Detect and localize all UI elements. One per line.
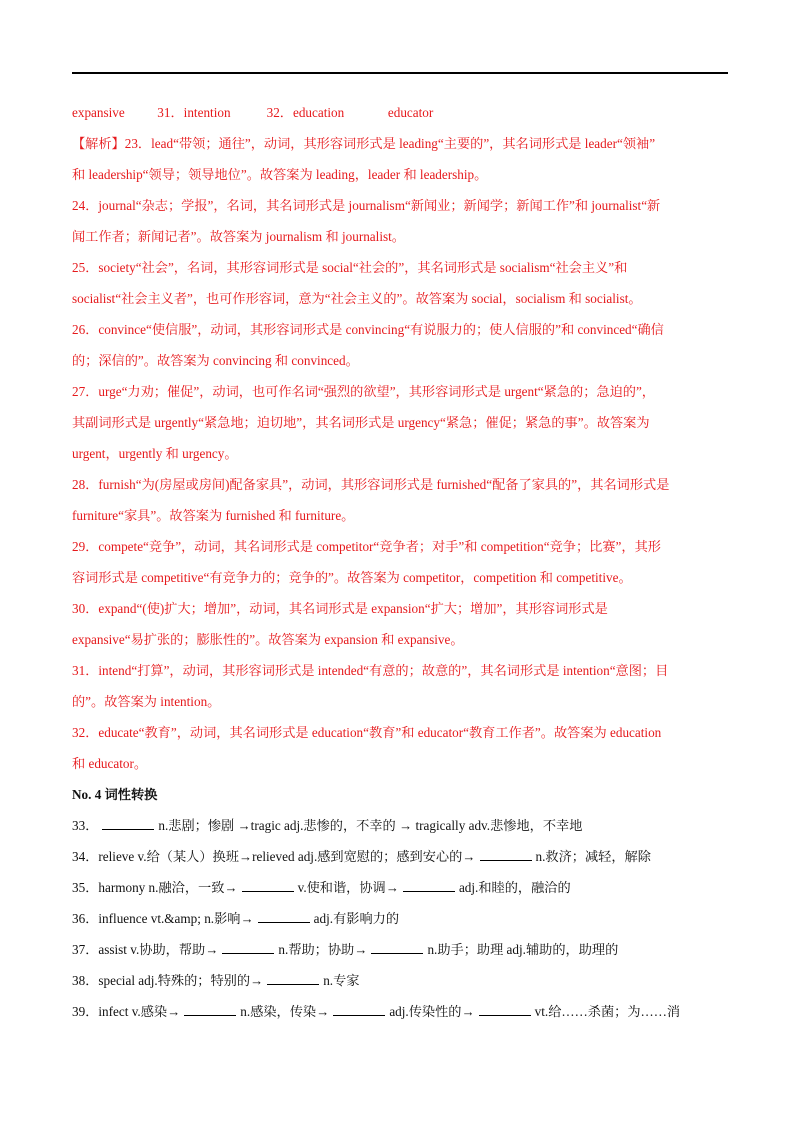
explanation-block	[72, 128, 728, 779]
explanation-line: 29．compete“竞争”，动词，其名词形式是 competitor“竞争者；对手”和 competition“竞争；比赛”，其形	[72, 539, 661, 554]
exercise-item-37	[72, 934, 728, 965]
exercise-text: infect v.感染→	[98, 1004, 181, 1019]
exercise-item-38	[72, 965, 728, 996]
exercise-text: v.使和谐，协调→	[297, 880, 399, 895]
explanation-line: 24．journal“杂志；学报”，名词，其名词形式是 journalism“新闻业；新闻学；新闻工作”和 journalist“新	[72, 198, 661, 213]
explanation-line: 的”。故答案为 intention。	[72, 694, 221, 709]
explanation-line: 25．society“社会”，名词，其形容词形式是 social“社会的”，其名词形式是 socialism“社会主义”和	[72, 260, 628, 275]
exercise-text: relieve v.给（某人）换班→relieved adj.感到宽慰的；感到安心的→	[98, 849, 476, 864]
exercise-text: adj.有影响力的	[313, 911, 400, 926]
answer-blank[interactable]	[222, 941, 274, 954]
section-title: No. 4 词性转换	[72, 787, 158, 802]
explanation-line: socialist“社会主义者”，也可作形容词，意为“社会主义的”。故答案为 social，socialism 和 socialist。	[72, 291, 642, 306]
answer-blank[interactable]	[267, 972, 319, 985]
exercise-number: 35．	[72, 880, 99, 895]
answer-blank[interactable]	[102, 817, 154, 830]
exercise-number: 37．	[72, 942, 99, 957]
answer-item: educator	[387, 105, 434, 120]
exercise-item-39	[72, 996, 728, 1027]
exercise-text: n.救济；减轻，解除	[535, 849, 651, 864]
exercise-text: n.助手；助理 adj.辅助的，助理的	[427, 942, 619, 957]
exercise-number: 36．	[72, 911, 99, 926]
exercise-item-34	[72, 841, 728, 872]
explanation-line: 28．furnish“为(房屋或房间)配备家具”，动词，其形容词形式是 furnished“配备了家具的”，其名词形式是	[72, 477, 670, 492]
exercise-text: adj.传染性的→	[389, 1004, 475, 1019]
answer-blank[interactable]	[184, 1003, 236, 1016]
explanation-line: 闻工作者；新闻记者”。故答案为 journalism 和 journalist。	[72, 229, 405, 244]
exercise-text: n.悲剧；惨剧 →tragic adj.悲惨的，不幸的 → tragically adv.悲惨地，不幸地	[158, 818, 583, 833]
explanation-line: urgent，urgently 和 urgency。	[72, 446, 238, 461]
explanation-line: 容词形式是 competitive“有竞争力的；竞争的”。故答案为 competitor，competition 和 competitive。	[72, 570, 632, 585]
exercise-text: adj.和睦的，融洽的	[458, 880, 571, 895]
answer-blank[interactable]	[333, 1003, 385, 1016]
explanation-line: 和 educator。	[72, 756, 148, 771]
exercise-text: assist v.协助，帮助→	[98, 942, 219, 957]
answer-blank[interactable]	[258, 910, 310, 923]
answer-item: 31．intention	[157, 105, 231, 120]
exercise-item-35	[72, 872, 728, 903]
exercise-number: 33．	[72, 818, 99, 833]
answer-item: 32．education	[266, 105, 345, 120]
answer-blank[interactable]	[479, 1003, 531, 1016]
exercise-text: n.感染，传染→	[240, 1004, 330, 1019]
exercise-item-36	[72, 903, 728, 934]
answer-blank[interactable]	[371, 941, 423, 954]
answers-row	[72, 97, 728, 128]
exercise-number: 38．	[72, 973, 99, 988]
page-content	[72, 97, 728, 1027]
answer-blank[interactable]	[480, 848, 532, 861]
exercise-text: influence vt.&amp; n.影响→	[98, 911, 254, 926]
explanation-line: 和 leadership“领导；领导地位”。故答案为 leading，leader 和 leadership。	[72, 167, 488, 182]
exercise-text: vt.给……杀菌；为……消	[534, 1004, 681, 1019]
answer-blank[interactable]	[403, 879, 455, 892]
explanation-line: furniture“家具”。故答案为 furnished 和 furniture。	[72, 508, 355, 523]
explanation-line: 其副词形式是 urgently“紧急地；迫切地”，其名词形式是 urgency“紧急；催促；紧急的事”。故答案为	[72, 415, 650, 430]
exercise-text: n.专家	[323, 973, 360, 988]
answer-blank[interactable]	[242, 879, 294, 892]
explanation-line: expansive“易扩张的；膨胀性的”。故答案为 expansion 和 expansive。	[72, 632, 464, 647]
header-rule	[72, 72, 728, 74]
explanation-line: 【解析】23．lead“带领；通往”，动词，其形容词形式是 leading“主要的”，其名词形式是 leader“领袖”	[72, 136, 656, 151]
exercise-text: n.帮助；协助→	[278, 942, 368, 957]
explanation-line: 32．educate“教育”，动词，其名词形式是 education“教育”和 educator“教育工作者”。故答案为 education	[72, 725, 662, 740]
exercise-item-33	[72, 810, 728, 841]
explanation-line: 31．intend“打算”，动词，其形容词形式是 intended“有意的；故意的”，其名词形式是 intention“意图；目	[72, 663, 669, 678]
answer-item: expansive	[72, 105, 125, 120]
explanation-line: 27．urge“力劝；催促”，动词，也可作名词“强烈的欲望”，其形容词形式是 urgent“紧急的；急迫的”，	[72, 384, 655, 399]
explanation-line: 的；深信的”。故答案为 convincing 和 convinced。	[72, 353, 359, 368]
explanation-line: 26．convince“使信服”，动词，其形容词形式是 convincing“有说服力的；使人信服的”和 convinced“确信	[72, 322, 664, 337]
exercise-number: 39．	[72, 1004, 99, 1019]
exercise-list	[72, 810, 728, 1027]
exercise-number: 34．	[72, 849, 99, 864]
explanation-line: 30．expand“(使)扩大；增加”，动词，其名词形式是 expansion“扩大；增加”，其形容词形式是	[72, 601, 608, 616]
exercise-text: special adj.特殊的；特别的→	[98, 973, 264, 988]
exercise-text: harmony n.融洽，一致→	[98, 880, 238, 895]
